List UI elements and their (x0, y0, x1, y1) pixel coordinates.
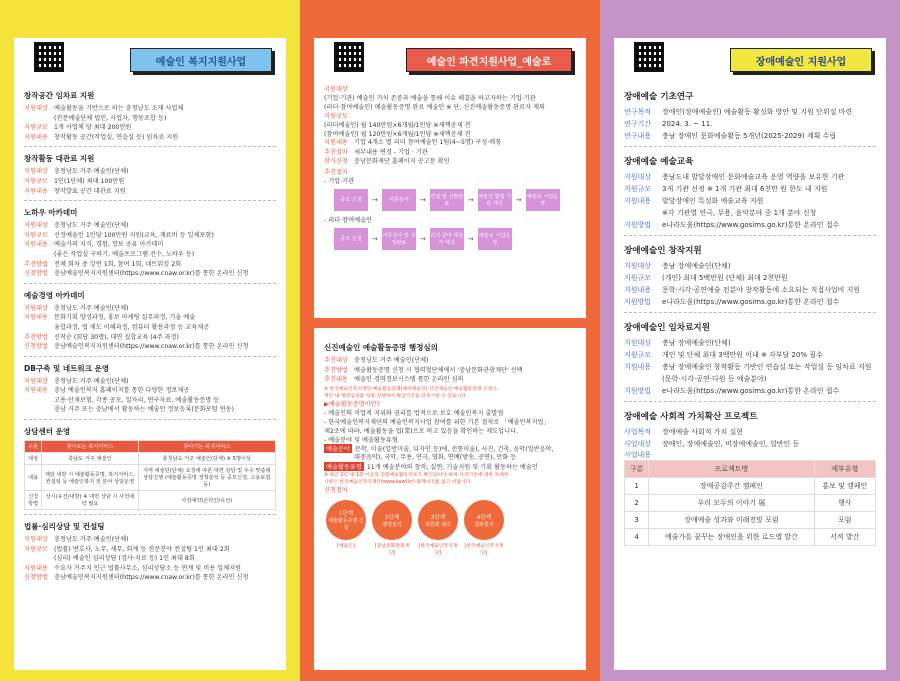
table-header: 구분 (625, 461, 649, 478)
table-cell: 우리 모두의 이야기 展 (649, 495, 814, 512)
section-title: DB구축 및 네트워크 운영 (24, 363, 109, 373)
table-cell: 홍보 및 캠페인 (814, 478, 876, 495)
section-title: 노하우 아카데미 (24, 208, 78, 218)
row-label: 신청방법 (24, 343, 48, 351)
process-step (326, 500, 366, 540)
row-value: 장애인, 장애예술인, 비장애예술인, 일반인 등 (662, 440, 800, 448)
row-label: 추진내용 (324, 376, 348, 384)
column-artist-dispatch (300, 0, 600, 681)
info-row (24, 342, 276, 352)
banner-artist-welfare: 예술인 복지지원사업 (130, 48, 272, 72)
table-cell: 재단 내방 시 예술활동증명, 복지서비스, 컨설팅 등 예술인복지 전 분야 상담운영 (42, 465, 138, 491)
row-label: 지원방법 (624, 387, 652, 395)
info-row (24, 396, 276, 406)
info-row (24, 250, 276, 260)
type-row (324, 462, 576, 471)
row-value: 창작활동 공간(작업실, 연습실 등) 임차료 지원 (54, 133, 179, 141)
row-label: 연구목적 (624, 108, 652, 116)
row-label: 추진방법 (24, 260, 48, 268)
arrow-right-icon: → (515, 195, 522, 204)
row-label (24, 405, 54, 415)
table-row (625, 512, 876, 529)
flow-label: - 리더·참여예술인 (324, 216, 373, 224)
field-row (324, 444, 576, 453)
row-label: 추진방법 (24, 333, 48, 341)
step-number: 2단계 (384, 514, 400, 521)
info-row (624, 118, 876, 130)
column-disabled-artist (600, 0, 900, 681)
table-header: 세부유형 (814, 461, 876, 478)
info-row (24, 554, 276, 564)
row-label: 지원내용 (24, 314, 48, 322)
info-row (24, 240, 276, 250)
card-artist-welfare (14, 38, 286, 670)
row-value: 개인 및 단체 최대 3백만원 이내 ※ 자부담 20% 필수 (662, 351, 823, 359)
row-label: 지원내용 (624, 363, 652, 371)
info-row (24, 133, 276, 143)
info-row (624, 426, 876, 438)
row-value: 충남문화재단 홈페이지 공고문 확인 (354, 158, 450, 166)
step-label: 위원회 심의 (425, 521, 451, 528)
info-row (624, 296, 876, 308)
project-table (624, 460, 876, 546)
row-value: 충남 장애예술인(단체) (662, 339, 731, 347)
table-row (625, 478, 876, 495)
info-row (624, 219, 876, 231)
row-value: 기업 4개소 별 리더 참여예술인 1팀(4~5명) 구성·매칭 (354, 139, 502, 146)
info-row (324, 375, 576, 385)
row-value: 1인(1단체) 최대 100만원 (54, 177, 125, 185)
row-value: 선정예술인 1인당 100만원 지원(교육, 재료비 등 일체포함) (54, 231, 214, 239)
row-label (24, 396, 54, 406)
row-label: 지원규모 (624, 274, 652, 282)
row-label: 지원규모 (24, 124, 48, 132)
row-label: 지원내용 (324, 139, 348, 146)
row-value: 충남 예술인복지 홈페이지를 통한 다양한 정보제공 (54, 387, 190, 395)
table-cell: 예술가를 꿈꾸는 장애인을 위한 로드맵 발간 (649, 529, 814, 546)
text-line: - 예술분야 및 예술활동유형 (324, 436, 398, 444)
info-row (24, 304, 276, 314)
row-value: e나라도움(https://www.gosims.go.kr)통한 온라인 접수 (662, 387, 840, 395)
table-cell: 충청남도 거주 예술인(단체) ※ 5명이상 (138, 453, 275, 465)
process-step (372, 500, 412, 540)
row-value: 예술활동을 기반으로 하는 충청남도 소재 사업체 (54, 105, 184, 112)
row-value: 충청남도 거주 예술인(단체) (54, 377, 129, 385)
row-value: ※각 기관별 연극, 무용, 음악분야 중 1개 분야 신청 (662, 209, 817, 217)
row-label: 지원규모 (24, 545, 48, 553)
row-value: (개인) 최대 5백만원 (단체) 최대 2천만원 (662, 274, 788, 282)
row-value: 예술활동증명 신청 시 협력협단체에서 '충남문화관광재단' 선택 (354, 366, 523, 374)
section-title: 장애예술인 창작지원 (624, 246, 702, 256)
row-label: 지원내용 (24, 564, 48, 572)
field-tag: 예술분야 (326, 445, 350, 453)
step-number: 4단계 (476, 514, 492, 521)
row-label: 지원방법 (624, 221, 652, 229)
row-value: 문화기획 양성과정, 홍보 마케팅 실무과정, 기술 예술 (54, 314, 196, 322)
info-row (624, 207, 876, 219)
label-scale: 지원규모 (324, 113, 348, 120)
table-cell: 상시(유선/내방) ※ 대면 상담 시 사전예약 필요 (42, 491, 138, 510)
divider (24, 419, 276, 420)
row-value: 충청남도 거주 예술인(단체) (54, 222, 129, 230)
table-row (625, 529, 876, 546)
info-row (624, 284, 876, 296)
text-line: (참여예술인) 월 120만원×6개월/1인당 ※세액공제 전 (324, 131, 471, 138)
arrow-right-icon: → (467, 234, 474, 243)
sub-label: 사업내용 (624, 451, 652, 459)
proc-title: 신청절차 (324, 487, 348, 495)
info-row (624, 361, 876, 373)
process-actor: [충남문화관광재단] (374, 544, 410, 557)
row-label: 지원내용 (624, 286, 652, 294)
row-value: 충남예술인복지지원센터(https://www.cnaw.or.kr)를 통한 온라인 신청 (54, 574, 249, 582)
row-value: 수요자 거주지 인근 법률사무소, 심리상담소 등 연계 및 비용 일체지원 (54, 564, 242, 572)
table-header-row (625, 461, 876, 478)
table-row (25, 491, 276, 510)
row-value: 충남 장애예술인 창작활동 기반인 연습실 또는 작업실 등 임차료 지원 (662, 363, 872, 371)
row-value: 충청남도 거주 예술인(단체) (54, 168, 129, 176)
row-label (24, 114, 54, 124)
info-row (24, 167, 276, 177)
divider (24, 514, 276, 515)
row-label: 연구내용 (624, 132, 652, 140)
info-row (24, 405, 276, 415)
row-value: (문학·시각·공연·다원 등 예술분야) (662, 375, 767, 383)
section-title: 법률·심리상담 및 컨설팅 (24, 522, 105, 532)
info-row (624, 195, 876, 207)
row-label: 지원내용 (24, 133, 48, 141)
art-activity-cert-body (324, 342, 576, 556)
text-line: (리더예술인) 월 140만원×6개월/1인당 ※세액공제 전 (324, 122, 471, 129)
note-line: 사항은 한국예술인복지재단(www.kawf.kr) 홈페이지를 참고 바랍니다. (324, 480, 472, 486)
banner-disabled-artist: 장애예술인 지원사업 (730, 48, 872, 72)
card-art-activity-cert (314, 328, 586, 670)
arrow-right-icon: → (467, 195, 474, 204)
info-row (24, 177, 276, 187)
step-number: 1단계 (338, 511, 354, 518)
info-row (324, 157, 576, 167)
qr-code-icon (34, 42, 64, 72)
row-value: 3개 기관 선정 ※ 1개 기관 최대 6천만 원 한도 내 지원 (662, 185, 828, 193)
flow-step: 예술로 사업운영 (526, 189, 560, 211)
row-label: 지원규모 (24, 177, 48, 185)
step-number: 3단계 (430, 514, 446, 521)
info-row (24, 221, 276, 231)
section-title: 창작공간 임차료 지원 (24, 91, 95, 100)
row-label (624, 373, 662, 385)
row-value: 고용·산재보험, 각종 공모, 일자리, 연구자료, 예술활동증명 등 (54, 396, 220, 404)
section-title: 장애예술 예술교육 (624, 157, 694, 167)
info-row (24, 573, 276, 583)
arrow-right-icon: → (419, 195, 426, 204)
row-label: 사업대상 (624, 440, 652, 448)
info-row (324, 148, 576, 158)
table-cell: 포럼 (814, 512, 876, 529)
info-row (624, 260, 876, 272)
info-row (624, 349, 876, 361)
row-value: 발달장애인 특성화 예술교육 지원 (662, 197, 764, 205)
row-value: 충남 거주 또는 충남에서 활동하는 예술인 정보등록(문화포털 연동) (54, 406, 234, 414)
row-label: 지원대상 (624, 262, 652, 270)
process-step (418, 500, 458, 540)
table-cell: 장애예술 성과와 미래전망 포럼 (649, 512, 814, 529)
info-row (624, 385, 876, 397)
table-row (625, 495, 876, 512)
arrow-right-icon: → (372, 195, 378, 204)
info-row (24, 535, 276, 545)
row-label (24, 554, 54, 564)
table-row (25, 453, 276, 465)
section-title: 상담센터 운영 (24, 427, 71, 437)
info-row (624, 171, 876, 183)
column-artist-welfare (0, 0, 300, 681)
row-label: 지원대상 (24, 105, 48, 112)
row-label: 지원대상 (24, 304, 48, 312)
flow-label: - 기업·기관 (324, 177, 355, 185)
process-circles (326, 500, 576, 540)
info-row (24, 114, 276, 124)
step-label: 행정심의 (382, 521, 402, 528)
flow-step: 예술로 사업운영 (478, 228, 512, 250)
row-label: 지원대상 (24, 168, 48, 176)
info-row (24, 386, 276, 396)
arrow-right-icon: → (419, 234, 426, 243)
row-value: (전문예술단체 법인, 사업자, 행동조합 등) (54, 114, 167, 122)
table-cell: 지역 예술단(단체) 요청에 따른 대면 상담 및 우수 맞춤형 상담진행 (예술활동증명 정책분석 등 공모신청, 고용보험 등) (138, 465, 275, 491)
process-labels (326, 542, 576, 556)
text-line: - 예술인의 직업적 지위와 권리를 법적으로 보호 예술인복지 출발점 (324, 409, 504, 417)
text-line: (리더·참여예술인) 예술활동증명 완료 예술인 ※ 단, 신진예술활동증명 완료자 제외 (324, 104, 545, 111)
row-value: 세부내용 변경 - 기업 · 기관 (354, 148, 428, 156)
what-title: ▶예술활동증명이란? (324, 400, 380, 408)
table-cell: 1 (625, 478, 649, 495)
section-title: 창작활동 대관료 지원 (24, 154, 95, 164)
info-row (624, 183, 876, 195)
row-value: 2024. 3. ~ 11. (662, 120, 713, 128)
section-title: 예술경영 아카데미 (24, 290, 85, 300)
process-step (464, 500, 504, 540)
table-cell: 장애공감주간 캠페인 (649, 478, 814, 495)
row-label: 지원대상 (24, 377, 48, 385)
divider (24, 356, 276, 357)
label-procedure: 추진절차 (324, 168, 348, 176)
note-line: ※ 한국예술인복지재단 예술활동증명(예비예술인) 신진예술인 예술활동증명 신청시, (324, 386, 499, 392)
info-row (24, 333, 276, 343)
info-row (24, 564, 276, 574)
table-cell: 3 (625, 512, 649, 529)
table-cell: 2 (625, 495, 649, 512)
divider (24, 146, 276, 147)
note-line: ※ 최근 2년 내 1회 이상의 전문예술활동자료가 확인되어야 하며 자격기준에 대한 자세한 (324, 473, 509, 479)
row-value: 문학·시각·공연예술 전분야 창작활동에 소요되는 직접사업비 지원 (662, 286, 861, 294)
row-value: e나라도움(https://www.gosims.go.kr)통한 온라인 접수 (662, 221, 840, 229)
flow-step: 서류심사 (382, 189, 416, 211)
table-cell: 사전예약(온라인/유선) (138, 491, 275, 510)
table-header: 찾아오는 복지서비스 (42, 441, 138, 453)
table-cell: 4 (625, 529, 649, 546)
row-value: 충청남도 거주 예술인(단체) (54, 304, 129, 312)
divider (624, 146, 876, 147)
row-value: 충남도내 발달장애인 문화예술교육 운영 역량을 보유한 기관 (662, 173, 845, 181)
divider (24, 283, 276, 284)
row-value: 1개 사업체 당 최대 200만원 (54, 124, 132, 132)
row-label: 추진방법 (324, 366, 348, 374)
divider (624, 401, 876, 402)
row-label: 사업목적 (624, 428, 652, 436)
row-value: 융합과정, 법 제도 이해과정, 컴퓨터 활용과정 등 교육제공 (54, 323, 210, 331)
info-row (24, 545, 276, 555)
flow-company (334, 189, 576, 211)
card-artist-dispatch (314, 38, 586, 318)
row-label: 지원대상 (624, 339, 652, 347)
arrow-right-icon: → (372, 234, 378, 243)
counsel-table (24, 440, 276, 510)
info-row (24, 260, 276, 270)
row-label: 지원내용 (24, 387, 48, 395)
row-label: 지원방법 (624, 298, 652, 306)
row-label: 신청방법 (24, 574, 48, 582)
row-label (624, 207, 662, 219)
row-label: 참가신청 (324, 158, 348, 166)
table-header-row (25, 441, 276, 453)
step-label: 결과통지 (474, 521, 494, 528)
row-value: 충청남도 거주 예술인(단체) (354, 357, 429, 364)
row-value: 전체 회차 중 강연 1회, 참여 1회, 네트워킹 2회 (54, 260, 182, 268)
row-label: 지원내용 (24, 187, 48, 195)
row-value: (좋은 작업실 구하기, 예술프로그램 전수, 노하우 등) (54, 250, 195, 258)
table-cell: 내용 (25, 465, 42, 491)
row-label: 지원대상 (24, 536, 48, 544)
text-line: (기업·기관) 예술인 가치 존중과 예술을 통해 이슈 해결을 하고자하는 기업·기관 (324, 95, 536, 102)
note-line: 재단 내 행정심의를 직접 진행하여 발급기간을 단축시킬 수 있습니다. (324, 393, 468, 399)
table-header: 구분 (25, 441, 42, 453)
info-row (624, 272, 876, 284)
section-title: 장애예술인 임차료지원 (624, 323, 711, 333)
info-row (624, 106, 876, 118)
row-label: 지원규모 (24, 231, 48, 239)
row-label: 지원내용 (624, 197, 652, 205)
text-line: 제2조에 따라, 예술활동을 업(業)으로 하고 있음을 확인하는 제도입니다. (324, 427, 519, 435)
qr-code-icon (334, 42, 364, 72)
row-value: 장애인(장애예술인) 예술활동 활성화 방안 및 지원 단위설 마련 (662, 108, 853, 116)
row-value: (심리) 예술인 심리상담 (검사·치료 등) 1인 최대 8회 (54, 555, 195, 563)
info-row (324, 138, 576, 148)
field-text2: 대중음악), 국악, 무용, 연극, 영화, 연예(방송, 공연), 만화 등 (354, 453, 517, 461)
table-cell: 서적 발간 (814, 529, 876, 546)
info-row (624, 438, 876, 450)
card-disabled-artist (614, 38, 886, 670)
field-text: 문학, 미술(일반미술, 디자인 등)에, 전통미술), 사진, 건축, 음악(일반음악, (354, 445, 554, 453)
row-value: 예술인 경력정보시스템 통한 온라인 심의 (354, 376, 464, 384)
row-label: 지원대상 (624, 173, 652, 181)
flow-step: 예술인 협업 기관 매칭 (478, 189, 512, 211)
flow-step: 리더·참여 예술가 매칭 (430, 228, 464, 250)
qr-code-icon (634, 42, 664, 72)
divider (624, 312, 876, 313)
row-value: 창작발표 공간 대관료 지원 (54, 187, 126, 195)
row-value: 충남 장애인 문화예술활동 5개년(2025-2029) 계획 수립 (662, 132, 837, 140)
info-row (24, 123, 276, 133)
flow-step: 면접 및 선발완료 (430, 189, 464, 211)
process-actor: [예술인] (337, 544, 355, 550)
process-actor: [한국예술인복지재단] (464, 544, 504, 557)
flow-step: 공모 신청 (334, 189, 368, 211)
row-label: 지원대상 (24, 222, 48, 230)
row-label: 추진대상 (324, 357, 348, 364)
info-row (24, 269, 276, 279)
row-value: 예술가의 지식, 경험, 정보 공유 아카데미 (54, 241, 164, 249)
info-row (24, 377, 276, 387)
info-row (624, 130, 876, 142)
info-row (624, 337, 876, 349)
row-label (24, 323, 54, 333)
row-label (24, 250, 54, 260)
row-value: 충남 장애예술인(단체) (662, 262, 731, 270)
banner-artist-dispatch: 예술인 파견지원사업_예술로 (406, 48, 572, 72)
table-cell: 행사 (814, 495, 876, 512)
row-label: 연구기간 (624, 120, 652, 128)
step-label: 예술활동증명 신청 (328, 518, 364, 532)
type-tag: 예술활동유형 (326, 464, 362, 472)
row-value: 선착순 (회당 30명), 대면 집합교육 (4주 과정) (54, 333, 179, 341)
table-cell: 충남도 거주 예술인 (42, 453, 138, 465)
table-cell: 신청방법 (25, 491, 42, 510)
section-title: 장애예술 사회적 가치확산 프로젝트 (624, 412, 758, 422)
text-line: - 한국예술인복지재단의 예술인복지사업 참여를 위한 기본 절차로 「예술인복지법」 (324, 418, 550, 426)
row-value: 충청남도 거주 예술인(단체) (54, 536, 129, 544)
row-value: 충남예술인복지지원센터(https://www.cnaw.or.kr)를 통한 온라인 신청 (54, 343, 249, 351)
info-row (24, 187, 276, 197)
table-header: 프로젝트명 (649, 461, 814, 478)
table-header: 찾아가는 복지서비스 (138, 441, 275, 453)
row-value: 충남예술인복지지원센터(https://www.cnaw.or.kr)를 통한 온라인 신청 (54, 270, 249, 278)
type-text: 11개 예술분야의 창작, 실연, 기술지원 및 기획 활동하는 예술인 (366, 464, 538, 472)
info-row (24, 323, 276, 333)
flow-step: 서류심사 및 선정완료 (382, 228, 416, 250)
section-title: 장애예술 기초연구 (624, 92, 694, 102)
info-row (324, 356, 576, 366)
info-row (24, 313, 276, 323)
info-row (324, 366, 576, 376)
flow-artist (334, 228, 576, 250)
section-title: 신진예술인 예술활동증명 행정심의 (324, 343, 438, 352)
row-value: e나라도움(https://www.gosims.go.kr)통한 온라인 접수 (662, 298, 840, 306)
row-label: 지원내용 (24, 241, 48, 249)
process-actor: [한국예술인복지재단] (418, 544, 458, 557)
flow-step: 공모 신청 (334, 228, 368, 250)
row-label: 신청방법 (24, 270, 48, 278)
disabled-artist-body (624, 90, 876, 546)
row-label: 지원규모 (624, 185, 652, 193)
divider (24, 200, 276, 201)
table-cell: 대상 (25, 453, 42, 465)
table-row (25, 465, 276, 491)
label-target: 지원대상 (324, 86, 348, 93)
artist-dispatch-body (324, 84, 576, 250)
info-row (24, 231, 276, 241)
row-label: 추진절차 (324, 148, 348, 156)
row-value: (법률) 변호사, 노무, 세무, 회계 등 전문분야 컨설팅 1인 최대 2회 (54, 545, 230, 553)
info-row (624, 373, 876, 385)
row-value: 장애예술 사회적 가치 실현 (662, 428, 744, 436)
divider (624, 235, 876, 236)
info-row (24, 104, 276, 114)
artist-welfare-body (24, 90, 276, 583)
row-label: 지원규모 (624, 351, 652, 359)
